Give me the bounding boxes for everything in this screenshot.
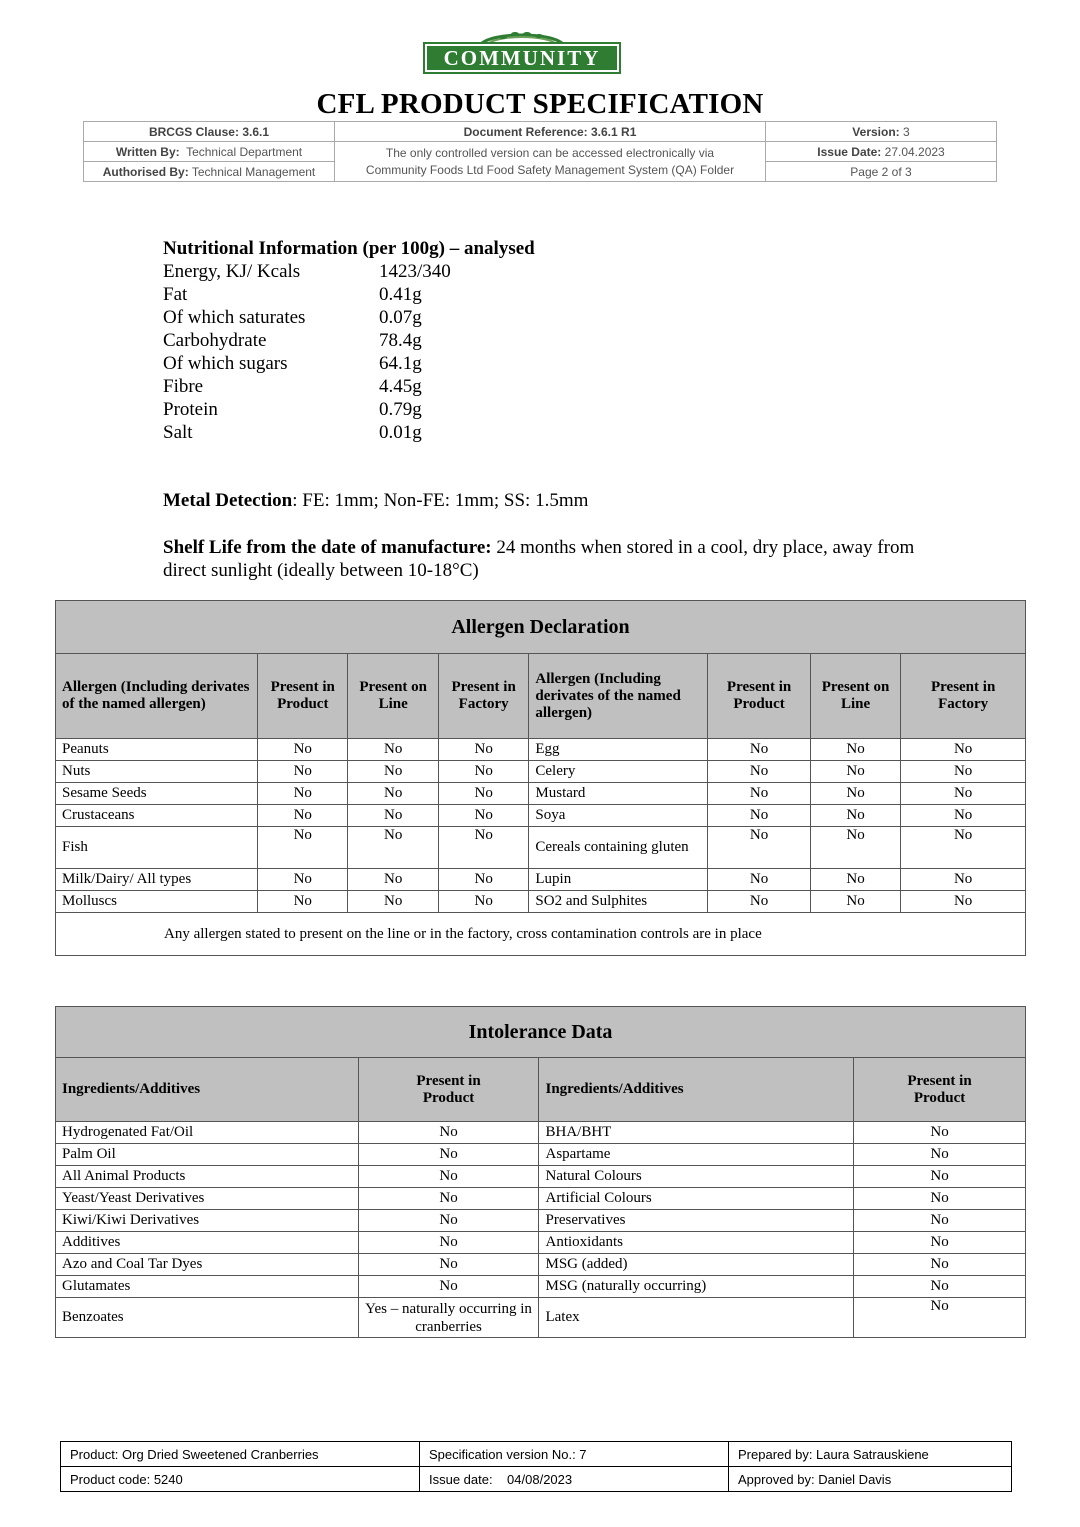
intolerance-column-header: Ingredients/Additives (56, 1058, 359, 1122)
footer-product: Product: Org Dried Sweetened Cranberries (61, 1442, 420, 1467)
allergen-status: No (810, 761, 900, 783)
allergen-name: Celery (529, 761, 708, 783)
table-row (56, 1254, 1026, 1276)
nutrient-name: Protein (163, 399, 218, 420)
allergen-status: No (348, 805, 438, 827)
allergen-status: No (708, 739, 811, 761)
allergen-status: No (348, 827, 438, 869)
table-row (56, 1210, 1026, 1232)
ingredient-status: No (854, 1254, 1026, 1276)
ingredient-name: Natural Colours (539, 1166, 854, 1188)
nutrient-value: 0.79g (379, 399, 422, 420)
nutrient-value: 78.4g (379, 330, 422, 351)
allergen-column-header: Allergen (Including derivates of the named allergen) (529, 654, 708, 739)
allergen-status: No (810, 783, 900, 805)
allergen-table (55, 600, 1026, 956)
ingredient-name: MSG (added) (539, 1254, 854, 1276)
allergen-status: No (810, 827, 900, 869)
nutrient-name: Fibre (163, 376, 204, 397)
allergen-status: No (438, 739, 528, 761)
written-cell: Written By: Technical Department (84, 142, 335, 162)
footer-prepared-by: Prepared by: Laura Satrauskiene (729, 1442, 1012, 1467)
allergen-name: Lupin (529, 869, 708, 891)
controlled-cell: The only controlled version can be accessed electronically via Community Foods Ltd Food Safety Management System (QA) Folder (335, 142, 766, 182)
table-row (56, 1188, 1026, 1210)
allergen-status: No (258, 739, 348, 761)
issue-date-cell: Issue Date: 27.04.2023 (766, 142, 997, 162)
ingredient-name: Palm Oil (56, 1144, 359, 1166)
authorised-cell: Authorised By: Technical Management (84, 162, 335, 182)
intolerance-column-header: Present in Product (854, 1058, 1026, 1122)
document-header-table (83, 121, 997, 182)
allergen-status: No (258, 761, 348, 783)
nutrition-section (163, 237, 535, 444)
ingredient-name: Latex (539, 1298, 854, 1338)
allergen-status: No (438, 805, 528, 827)
footer-approved-by: Approved by: Daniel Davis (729, 1467, 1012, 1492)
svg-text:COMMUNITY: COMMUNITY (443, 46, 601, 70)
allergen-column-header: Present on Line (348, 654, 438, 739)
metal-detection: Metal Detection: FE: 1mm; Non-FE: 1mm; SS: 1.5mm (163, 490, 589, 511)
nutrition-row (163, 421, 535, 444)
ingredient-status: No (358, 1210, 539, 1232)
ingredient-status: No (854, 1122, 1026, 1144)
nutrient-name: Fat (163, 284, 188, 305)
ingredient-name: Aspartame (539, 1144, 854, 1166)
allergen-status: No (438, 891, 528, 913)
ingredient-status: No (854, 1144, 1026, 1166)
intolerance-column-header: Present in Product (358, 1058, 539, 1122)
nutrient-name: Of which saturates (163, 307, 306, 328)
intolerance-table (55, 1006, 1026, 1338)
allergen-status: No (438, 869, 528, 891)
allergen-status: No (348, 869, 438, 891)
allergen-name: SO2 and Sulphites (529, 891, 708, 913)
nutrition-row (163, 329, 535, 352)
allergen-status: No (438, 783, 528, 805)
ingredient-name: Additives (56, 1232, 359, 1254)
ingredient-status: No (358, 1122, 539, 1144)
intolerance-title: Intolerance Data (56, 1007, 1026, 1058)
table-row (56, 739, 1026, 761)
nutrition-row (163, 260, 535, 283)
allergen-status: No (258, 805, 348, 827)
allergen-status: No (901, 891, 1026, 913)
ingredient-status: No (854, 1210, 1026, 1232)
table-row (56, 869, 1026, 891)
allergen-name: Fish (56, 827, 258, 869)
allergen-status: No (438, 761, 528, 783)
allergen-status: No (258, 869, 348, 891)
allergen-status: No (901, 827, 1026, 869)
ingredient-status: No (358, 1276, 539, 1298)
ingredient-name: All Animal Products (56, 1166, 359, 1188)
ingredient-status: No (358, 1144, 539, 1166)
ingredient-status: No (854, 1232, 1026, 1254)
nutrition-row (163, 352, 535, 375)
ingredient-name: Azo and Coal Tar Dyes (56, 1254, 359, 1276)
table-row (56, 1166, 1026, 1188)
community-logo (423, 30, 621, 74)
allergen-status: No (901, 783, 1026, 805)
footer-spec-version: Specification version No.: 7 (420, 1442, 729, 1467)
ingredient-status: No (854, 1276, 1026, 1298)
allergen-name: Mustard (529, 783, 708, 805)
allergen-status: No (708, 869, 811, 891)
allergen-name: Cereals containing gluten (529, 827, 708, 869)
allergen-status: No (258, 783, 348, 805)
ingredient-status: No (854, 1298, 1026, 1338)
allergen-column-header: Present on Line (810, 654, 900, 739)
table-row (56, 1122, 1026, 1144)
footer-issue-date: Issue date: 04/08/2023 (420, 1467, 729, 1492)
nutrient-value: 4.45g (379, 376, 422, 397)
allergen-status: No (708, 783, 811, 805)
ingredient-name: Yeast/Yeast Derivatives (56, 1188, 359, 1210)
allergen-status: No (901, 761, 1026, 783)
ingredient-name: Antioxidants (539, 1232, 854, 1254)
nutrient-name: Salt (163, 422, 193, 443)
allergen-column-header: Allergen (Including derivates of the named allergen) (56, 654, 258, 739)
allergen-name: Nuts (56, 761, 258, 783)
page-number-cell: Page 2 of 3 (766, 162, 997, 182)
table-row (56, 1298, 1026, 1338)
allergen-status: No (258, 891, 348, 913)
table-row (56, 805, 1026, 827)
allergen-status: No (810, 869, 900, 891)
ingredient-name: Preservatives (539, 1210, 854, 1232)
allergen-title: Allergen Declaration (56, 601, 1026, 654)
ingredient-status: No (358, 1232, 539, 1254)
table-row (56, 783, 1026, 805)
ingredient-status: No (358, 1188, 539, 1210)
allergen-name: Peanuts (56, 739, 258, 761)
allergen-status: No (708, 761, 811, 783)
allergen-status: No (810, 739, 900, 761)
ingredient-name: BHA/BHT (539, 1122, 854, 1144)
nutrient-value: 0.01g (379, 422, 422, 443)
table-row (56, 761, 1026, 783)
ingredient-name: MSG (naturally occurring) (539, 1276, 854, 1298)
intolerance-column-header: Ingredients/Additives (539, 1058, 854, 1122)
allergen-status: No (348, 761, 438, 783)
ingredient-status: No (358, 1166, 539, 1188)
nutrient-name: Of which sugars (163, 353, 288, 374)
nutrition-row (163, 398, 535, 421)
allergen-note: Any allergen stated to present on the line or in the factory, cross contamination controls are in place (56, 913, 1026, 956)
ingredient-status: No (854, 1188, 1026, 1210)
allergen-status: No (901, 739, 1026, 761)
allergen-column-header: Present in Factory (901, 654, 1026, 739)
ingredient-status: No (854, 1166, 1026, 1188)
nutrient-value: 0.41g (379, 284, 422, 305)
allergen-status: No (348, 891, 438, 913)
nutrient-value: 64.1g (379, 353, 422, 374)
version-cell: Version: 3 (766, 122, 997, 142)
nutrition-row (163, 283, 535, 306)
allergen-name: Sesame Seeds (56, 783, 258, 805)
allergen-status: No (810, 891, 900, 913)
nutrition-row (163, 306, 535, 329)
allergen-name: Egg (529, 739, 708, 761)
nutrition-row (163, 375, 535, 398)
allergen-name: Crustaceans (56, 805, 258, 827)
allergen-column-header: Present in Product (258, 654, 348, 739)
allergen-name: Milk/Dairy/ All types (56, 869, 258, 891)
shelf-life: Shelf Life from the date of manufacture: 24 months when stored in a cool, dry place, away from direct sunlight (ideally between 10-18°C) (163, 537, 915, 581)
clause-cell: BRCGS Clause: 3.6.1 (84, 122, 335, 142)
ingredient-name: Kiwi/Kiwi Derivatives (56, 1210, 359, 1232)
nutrient-name: Carbohydrate (163, 330, 267, 351)
ingredient-name: Glutamates (56, 1276, 359, 1298)
allergen-status: No (708, 805, 811, 827)
allergen-status: No (901, 805, 1026, 827)
allergen-status: No (348, 739, 438, 761)
page-title: CFL PRODUCT SPECIFICATION (316, 88, 764, 120)
allergen-status: No (438, 827, 528, 869)
allergen-status: No (708, 827, 811, 869)
ingredient-name: Hydrogenated Fat/Oil (56, 1122, 359, 1144)
allergen-name: Soya (529, 805, 708, 827)
allergen-status: No (901, 869, 1026, 891)
allergen-status: No (810, 805, 900, 827)
table-row (56, 1144, 1026, 1166)
nutrient-value: 0.07g (379, 307, 422, 328)
footer-product-code: Product code: 5240 (61, 1467, 420, 1492)
table-row (56, 827, 1026, 869)
nutrient-value: 1423/340 (379, 261, 451, 282)
allergen-name: Molluscs (56, 891, 258, 913)
table-row (56, 1276, 1026, 1298)
ingredient-name: Benzoates (56, 1298, 359, 1338)
table-row (56, 891, 1026, 913)
allergen-status: No (258, 827, 348, 869)
ingredient-status: Yes – naturally occurring in cranberries (358, 1298, 539, 1338)
footer-table (60, 1441, 1012, 1492)
allergen-column-header: Present in Product (708, 654, 811, 739)
ingredient-name: Artificial Colours (539, 1188, 854, 1210)
nutrition-heading: Nutritional Information (per 100g) – analysed (163, 238, 535, 259)
ingredient-status: No (358, 1254, 539, 1276)
table-row (56, 1232, 1026, 1254)
allergen-status: No (348, 783, 438, 805)
nutrient-name: Energy, KJ/ Kcals (163, 261, 301, 282)
allergen-status: No (708, 891, 811, 913)
allergen-column-header: Present in Factory (438, 654, 528, 739)
docref-cell: Document Reference: 3.6.1 R1 (335, 122, 766, 142)
